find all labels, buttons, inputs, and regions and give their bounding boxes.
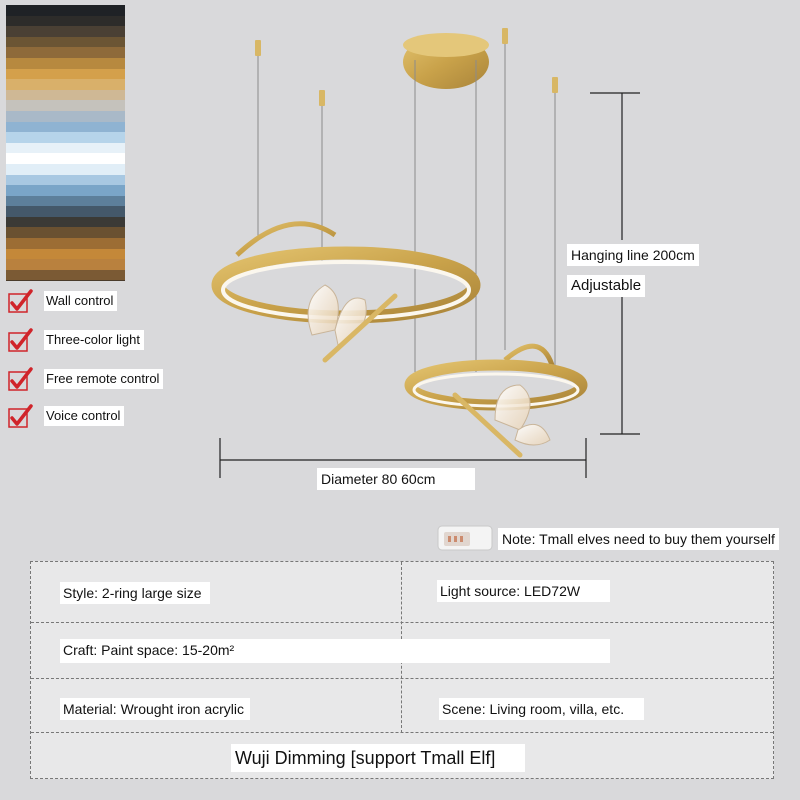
spec-craft: Craft: Paint space: 15-20m² [60,639,610,663]
small-ring [410,346,582,406]
spec-material: Material: Wrought iron acrylic [60,698,250,720]
hanging-line-label: Hanging line 200cm [567,244,699,266]
smart-speaker-icon [436,522,496,552]
spec-table [30,561,774,779]
tmall-note: Note: Tmall elves need to buy them yourself [498,528,779,550]
spec-style: Style: 2-ring large size [60,582,210,604]
spec-scene: Scene: Living room, villa, etc. [439,698,644,720]
adjustable-label: Adjustable [567,275,645,297]
feature-label: Three-color light [44,330,144,350]
feature-label: Voice control [44,406,124,426]
feature-label: Wall control [44,291,117,311]
diameter-label: Diameter 80 60cm [317,468,475,490]
spec-dimming: Wuji Dimming [support Tmall Elf] [231,744,525,772]
feature-label: Free remote control [44,369,163,389]
butterfly-large [308,285,395,360]
spec-light-source: Light source: LED72W [437,580,610,602]
hanging-wires [258,40,555,372]
butterfly-small [455,385,550,455]
